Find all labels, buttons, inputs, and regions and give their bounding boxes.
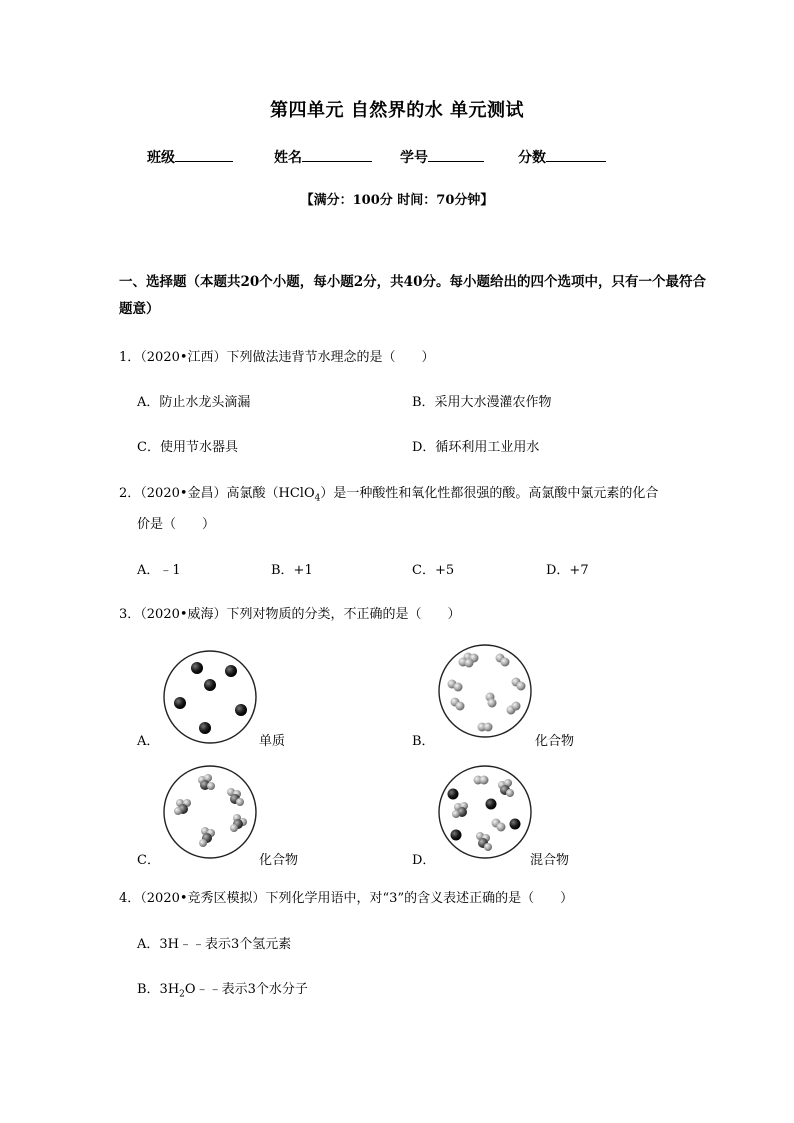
q3-a-label: 单质 <box>259 734 286 749</box>
section-heading: 一、选择题（本题共20个小题，每小题2分，共40分。每小题给出的四个选项中，只有一个最符合题意） <box>119 274 706 317</box>
q2-stem-subscript: 4 <box>314 493 321 504</box>
q3-option-c[interactable]: C． <box>137 853 160 868</box>
score-info: 【满分：100分 时间：70分钟】 <box>300 193 494 208</box>
name-label: 姓名 <box>274 150 302 166</box>
score-blank[interactable] <box>546 147 606 162</box>
id-field[interactable] <box>400 147 484 167</box>
q3-option-b[interactable]: B． <box>412 734 435 749</box>
q3-b-label: 化合物 <box>535 734 575 749</box>
q4-b-rest: O﹣﹣表示3个水分子 <box>184 982 308 997</box>
score-field[interactable] <box>518 147 606 167</box>
name-field[interactable] <box>274 147 372 167</box>
q1-option-a[interactable]: A．防止水龙头滴漏 <box>137 395 251 410</box>
q4-b-prefix: B．3H <box>137 982 180 997</box>
question-4-stem: 4．（2020•竞秀区模拟）下列化学用语中，对“3”的含义表述正确的是（ ） <box>119 891 574 906</box>
class-label: 班级 <box>147 150 175 166</box>
q4-option-a[interactable]: A．3H﹣﹣表示3个氢元素 <box>137 937 292 952</box>
q2-option-a[interactable]: A．﹣1 <box>137 563 181 578</box>
q3-d-molecule-diagram <box>438 765 532 859</box>
q3-option-d[interactable]: D． <box>412 853 436 868</box>
class-blank[interactable] <box>175 147 233 162</box>
q2-stem-line2: 价是（ ） <box>137 517 216 532</box>
q3-c-molecule-diagram <box>163 765 257 859</box>
q4-b-subscript: 2 <box>179 989 185 1000</box>
q2-option-c[interactable]: C．+5 <box>412 563 455 578</box>
q1-option-d[interactable]: D．循环利用工业用水 <box>412 440 540 455</box>
q2-stem-part1: 2．（2020•金昌）高氯酸（HClO <box>119 486 315 501</box>
q3-d-label: 混合物 <box>530 853 570 868</box>
q2-option-b[interactable]: B．+1 <box>271 563 313 578</box>
page-title: 第四单元 自然界的水 单元测试 <box>269 100 525 121</box>
class-field[interactable] <box>147 147 233 167</box>
q3-c-label: 化合物 <box>259 853 299 868</box>
q2-option-d[interactable]: D．+7 <box>546 563 589 578</box>
q3-b-molecule-diagram <box>438 644 532 738</box>
name-blank[interactable] <box>302 147 372 162</box>
q3-a-molecule-diagram <box>163 650 257 744</box>
q1-option-b[interactable]: B．采用大水漫灌农作物 <box>412 395 552 410</box>
score-label: 分数 <box>518 150 546 166</box>
question-1-stem: 1．（2020•江西）下列做法违背节水理念的是（ ） <box>119 350 435 365</box>
q1-option-c[interactable]: C．使用节水器具 <box>137 440 238 455</box>
id-blank[interactable] <box>428 147 484 162</box>
q2-stem-part2: ）是一种酸性和氧化性都很强的酸。高氯酸中氯元素的化合 <box>320 486 659 501</box>
question-3-stem: 3．（2020•威海）下列对物质的分类，不正确的是（ ） <box>119 607 461 622</box>
question-2-stem <box>119 482 658 504</box>
id-label: 学号 <box>400 150 428 166</box>
q3-option-a[interactable]: A． <box>137 734 160 749</box>
q4-option-b[interactable] <box>137 978 308 1000</box>
